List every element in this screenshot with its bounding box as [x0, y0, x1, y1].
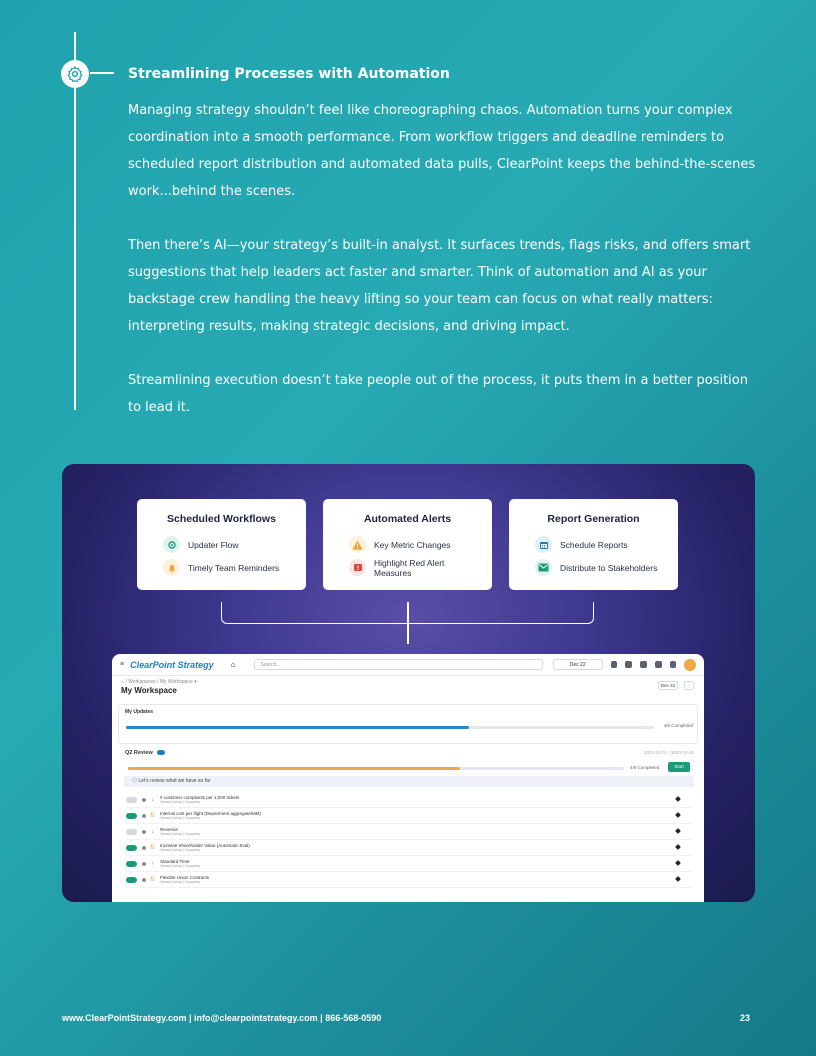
paragraph-conclusion: Streamlining execution doesn’t take people out of the process, it puts them in a better position to lead it.: [128, 373, 748, 415]
date-selector[interactable]: Dec 22: [553, 659, 603, 670]
automation-illustration-panel: [62, 464, 755, 902]
toggle-switch[interactable]: [126, 845, 137, 851]
card-item-label: Key Metric Changes: [374, 539, 451, 550]
page-title: My Workspace: [121, 686, 177, 695]
q2-badge: [157, 750, 165, 755]
help-icon[interactable]: [640, 661, 647, 668]
card-item: [149, 533, 294, 556]
more-button[interactable]: ⋮: [684, 681, 694, 690]
measure-text: [160, 859, 200, 868]
measure-text: [160, 795, 239, 804]
list-item[interactable]: [126, 856, 692, 872]
q2-progress-fill: [128, 767, 460, 770]
card-scheduled-workflows: [137, 499, 306, 590]
start-button[interactable]: Start: [668, 762, 690, 772]
card-item-label: Timely Team Reminders: [188, 562, 280, 573]
status-dot-icon: [142, 862, 146, 866]
toggle-switch[interactable]: [126, 877, 137, 883]
q2-review-label: Q2 Review: [125, 750, 153, 756]
card-item-label: Schedule Reports: [560, 539, 628, 550]
vertical-connector: [407, 602, 409, 644]
card-item: [521, 533, 666, 556]
bell-icon: [163, 559, 180, 576]
status-dot-icon: [142, 878, 146, 882]
card-title: Report Generation: [547, 513, 640, 525]
card-item: [335, 533, 480, 556]
avatar[interactable]: [684, 659, 696, 671]
edit-icon[interactable]: [675, 844, 681, 850]
card-automated-alerts: [323, 499, 492, 590]
toggle-switch[interactable]: [126, 829, 137, 835]
card-item-label: Highlight Red Alert Measures: [374, 557, 445, 578]
status-dot-icon: [142, 830, 146, 834]
measure-text: [160, 827, 200, 836]
card-report-generation: [509, 499, 678, 590]
toggle-switch[interactable]: [126, 797, 137, 803]
card-item: [335, 556, 480, 579]
gear-icon: [163, 536, 180, 553]
measure-name: Standard Fleet: [160, 859, 190, 864]
card-title: Automated Alerts: [363, 513, 452, 525]
q2-progress-bar: [128, 767, 624, 770]
measure-name: Revenue: [160, 827, 179, 832]
list-item[interactable]: [126, 872, 692, 888]
trend-arrow-icon: ⇅: [150, 877, 156, 883]
app-topbar: [112, 654, 704, 676]
measure-subtitle: Upward Arrow | Complete: [160, 864, 200, 868]
status-dot-icon: [142, 798, 146, 802]
updates-progress-label: 4/6 Completed: [663, 723, 693, 728]
measure-subtitle: Upward Arrow | Complete: [160, 848, 200, 852]
list-item[interactable]: [126, 840, 692, 856]
updates-title: My Updates: [125, 709, 154, 715]
alert-icon: [349, 559, 366, 576]
settings-icon[interactable]: [655, 661, 662, 668]
review-info-row: ⓘ Let's review what we have so far: [124, 776, 694, 787]
link-icon[interactable]: [625, 661, 632, 668]
card-item-label: Updater Flow: [188, 539, 239, 550]
trend-arrow-icon: ⇅: [150, 813, 156, 819]
edit-icon[interactable]: [675, 796, 681, 802]
measure-list: [126, 792, 692, 888]
q2-review-title: [125, 750, 165, 756]
status-dot-icon: [142, 846, 146, 850]
workspace-date[interactable]: Dec 22: [658, 681, 678, 690]
section-title: Streamlining Processes with Automation: [128, 66, 450, 82]
app-screenshot: [112, 654, 704, 902]
measure-name: Flexible Union Contracts: [160, 875, 210, 880]
paragraph-automation: Managing strategy shouldn’t feel like choreographing chaos. Automation turns your complex coordination into a smooth performance. From workflow triggers and deadline reminders to scheduled report distribution and automated data pulls, ClearPoint keeps the behind-the-scenes work...behind the scenes.: [128, 103, 756, 199]
mail-icon: [535, 559, 552, 576]
status-dot-icon: [142, 814, 146, 818]
card-item: [149, 556, 294, 579]
apps-icon[interactable]: [670, 661, 677, 668]
edit-icon[interactable]: [675, 812, 681, 818]
toggle-switch[interactable]: [126, 861, 137, 867]
app-logo: ClearPoint Strategy: [130, 659, 214, 670]
calendar-icon: [535, 536, 552, 553]
trend-arrow-icon: ↓: [151, 796, 154, 803]
card-item-label: Distribute to Stakeholders: [560, 562, 658, 573]
edit-icon[interactable]: [675, 860, 681, 866]
q2-progress-label: 4/6 Completed: [630, 765, 660, 770]
measure-name: Internal cost per flight (Department aggregate/MM): [160, 811, 262, 816]
measure-text: [160, 875, 209, 884]
notification-icon[interactable]: [611, 661, 618, 668]
trend-arrow-icon: ↓: [151, 828, 154, 835]
list-item[interactable]: [126, 824, 692, 840]
card-item: [521, 556, 666, 579]
measure-name: # customer complaints per 1,000 tickets: [160, 795, 240, 800]
measure-subtitle: Upward Arrow | Complete: [160, 816, 200, 820]
warning-icon: [349, 536, 366, 553]
list-item[interactable]: [126, 792, 692, 808]
measure-subtitle: Upward Arrow | Complete: [160, 800, 200, 804]
updates-progress-fill: [126, 726, 469, 729]
my-updates-section: [118, 704, 698, 744]
page-number: 23: [740, 1013, 751, 1023]
updates-progress-bar: [126, 726, 654, 729]
breadcrumb[interactable]: ⌂ / Workspaces / My Workspace ▾: [121, 679, 197, 685]
edit-icon[interactable]: [675, 828, 681, 834]
measure-text: [160, 843, 250, 852]
trend-arrow-icon: ⇅: [150, 845, 156, 851]
home-icon[interactable]: ⌂: [230, 660, 236, 669]
search-input[interactable]: Search...: [254, 659, 543, 670]
measure-name: Increase Shareholder Value (Automatic Eval): [160, 843, 250, 848]
timeline-vertical-line: [74, 32, 76, 410]
footer-contact: www.ClearPointStrategy.com | info@clearpointstrategy.com | 866-568-0590: [62, 1013, 382, 1023]
gear-icon: [61, 60, 89, 88]
measure-subtitle: Upward Arrow | Complete: [160, 880, 200, 884]
edit-icon[interactable]: [675, 876, 681, 882]
trend-arrow-icon: ↑: [151, 860, 154, 867]
timeline-horizontal-line: [90, 72, 114, 74]
measure-text: [160, 811, 261, 820]
card-title: Scheduled Workflows: [167, 513, 276, 525]
measure-subtitle: Upward Arrow | Complete: [160, 832, 200, 836]
paragraph-ai: Then there’s AI—your strategy’s built-in analyst. It surfaces trends, flags risks, and offers smart suggestions that help leaders act faster and smarter. Think of automation and AI as your backstage crew handling the heavy lifting so your team can focus on what really matters: interpreting results, making strategic decisions, and driving impact.: [128, 238, 751, 334]
menu-icon[interactable]: ≡: [120, 661, 125, 668]
toggle-switch[interactable]: [126, 813, 137, 819]
q2-date-range: 2023-10-01 - 2023-12-31: [643, 750, 694, 755]
list-item[interactable]: [126, 808, 692, 824]
